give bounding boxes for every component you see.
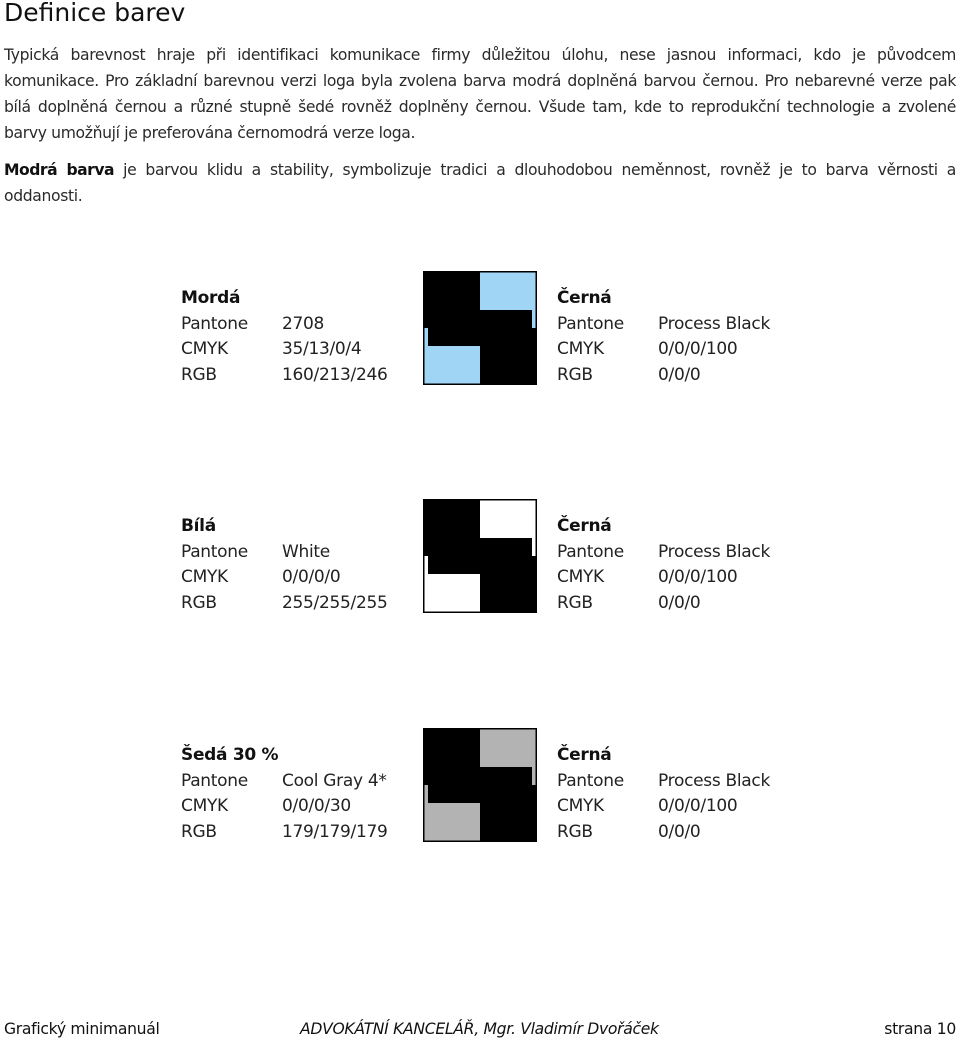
cmyk-value: 0/0/0/100 <box>658 567 738 588</box>
cmyk-label: CMYK <box>181 796 228 817</box>
cmyk-label: CMYK <box>557 339 604 360</box>
pantone-label: Pantone <box>557 313 624 334</box>
cmyk-value: 0/0/0/0 <box>282 567 341 588</box>
rgb-value: 0/0/0 <box>658 821 701 842</box>
cmyk-value: 0/0/0/100 <box>658 339 738 360</box>
cmyk-label: CMYK <box>181 339 228 360</box>
logo-blue-black <box>423 271 537 385</box>
rgb-label: RGB <box>557 821 593 842</box>
footer-page-number: strana 10 <box>884 1020 956 1038</box>
color-name: Šedá 30 % <box>181 745 279 765</box>
spec-right-black-3 <box>557 743 770 845</box>
pantone-label: Pantone <box>557 770 624 791</box>
footer-company-name: ADVOKÁTNÍ KANCELÁŘ, Mgr. Vladimír Dvořáček <box>300 1020 659 1038</box>
cmyk-label: CMYK <box>557 567 604 588</box>
rgb-value: 160/213/246 <box>282 364 388 385</box>
color-name: Bílá <box>181 516 216 536</box>
footer-manual-name: Grafický minimanuál <box>4 1020 160 1038</box>
logo-bar-left <box>428 556 480 574</box>
page-title: Definice barev <box>4 0 186 27</box>
rgb-label: RGB <box>557 592 593 613</box>
rgb-label: RGB <box>181 821 217 842</box>
pantone-value: Process Black <box>658 313 770 334</box>
rgb-value: 0/0/0 <box>658 592 701 613</box>
pantone-value: White <box>282 541 330 562</box>
color-name: Černá <box>557 288 612 308</box>
rgb-value: 255/255/255 <box>282 592 388 613</box>
spec-left-blue <box>181 286 388 388</box>
spec-right-black-1 <box>557 286 770 388</box>
blue-description: je barvou klidu a stability, symbolizuje tradici a dlouhodobou neměnnost, rovněž je to barva věrnosti a oddanosti. <box>4 161 956 205</box>
pantone-label: Pantone <box>181 313 248 334</box>
rgb-label: RGB <box>181 592 217 613</box>
pantone-label: Pantone <box>181 770 248 791</box>
rgb-label: RGB <box>181 364 217 385</box>
rgb-label: RGB <box>557 364 593 385</box>
rgb-value: 0/0/0 <box>658 364 701 385</box>
logo-bar-left <box>428 785 480 803</box>
pantone-value: 2708 <box>282 313 325 334</box>
color-name: Mordá <box>181 288 241 308</box>
pantone-label: Pantone <box>181 541 248 562</box>
rgb-value: 179/179/179 <box>282 821 388 842</box>
cmyk-value: 0/0/0/30 <box>282 796 351 817</box>
spec-left-white <box>181 514 388 616</box>
color-name: Černá <box>557 745 612 765</box>
logo-bar-left <box>428 328 480 346</box>
cmyk-label: CMYK <box>557 796 604 817</box>
logo-bar-right <box>480 310 532 328</box>
cmyk-label: CMYK <box>181 567 228 588</box>
pantone-value: Process Black <box>658 770 770 791</box>
spec-right-black-2 <box>557 514 770 616</box>
cmyk-value: 35/13/0/4 <box>282 339 362 360</box>
logo-bar-right <box>480 538 532 556</box>
pantone-value: Cool Gray 4* <box>282 770 387 791</box>
logo-gray-black <box>423 728 537 842</box>
intro-paragraph: Typická barevnost hraje při identifikaci komunikace firmy důležitou úlohu, nese jasnou informaci, kdo je původcem komunikace. Pro základní barevnou verzi loga byla zvolena barva modrá doplněná barvou černou. Pro nebarevné verze pak bílá doplněná černou a různé stupně šedé rovněž doplněny černou. Všude tam, kde to reprodukční technologie a zvolené barvy umožňují je preferována černomodrá verze loga. <box>4 46 956 142</box>
cmyk-value: 0/0/0/100 <box>658 796 738 817</box>
spec-left-gray <box>181 743 388 845</box>
blue-term: Modrá barva <box>4 161 115 179</box>
pantone-label: Pantone <box>557 541 624 562</box>
logo-bar-right <box>480 767 532 785</box>
logo-white-black <box>423 499 537 613</box>
blue-meaning-paragraph <box>4 157 956 209</box>
pantone-value: Process Black <box>658 541 770 562</box>
color-name: Černá <box>557 516 612 536</box>
